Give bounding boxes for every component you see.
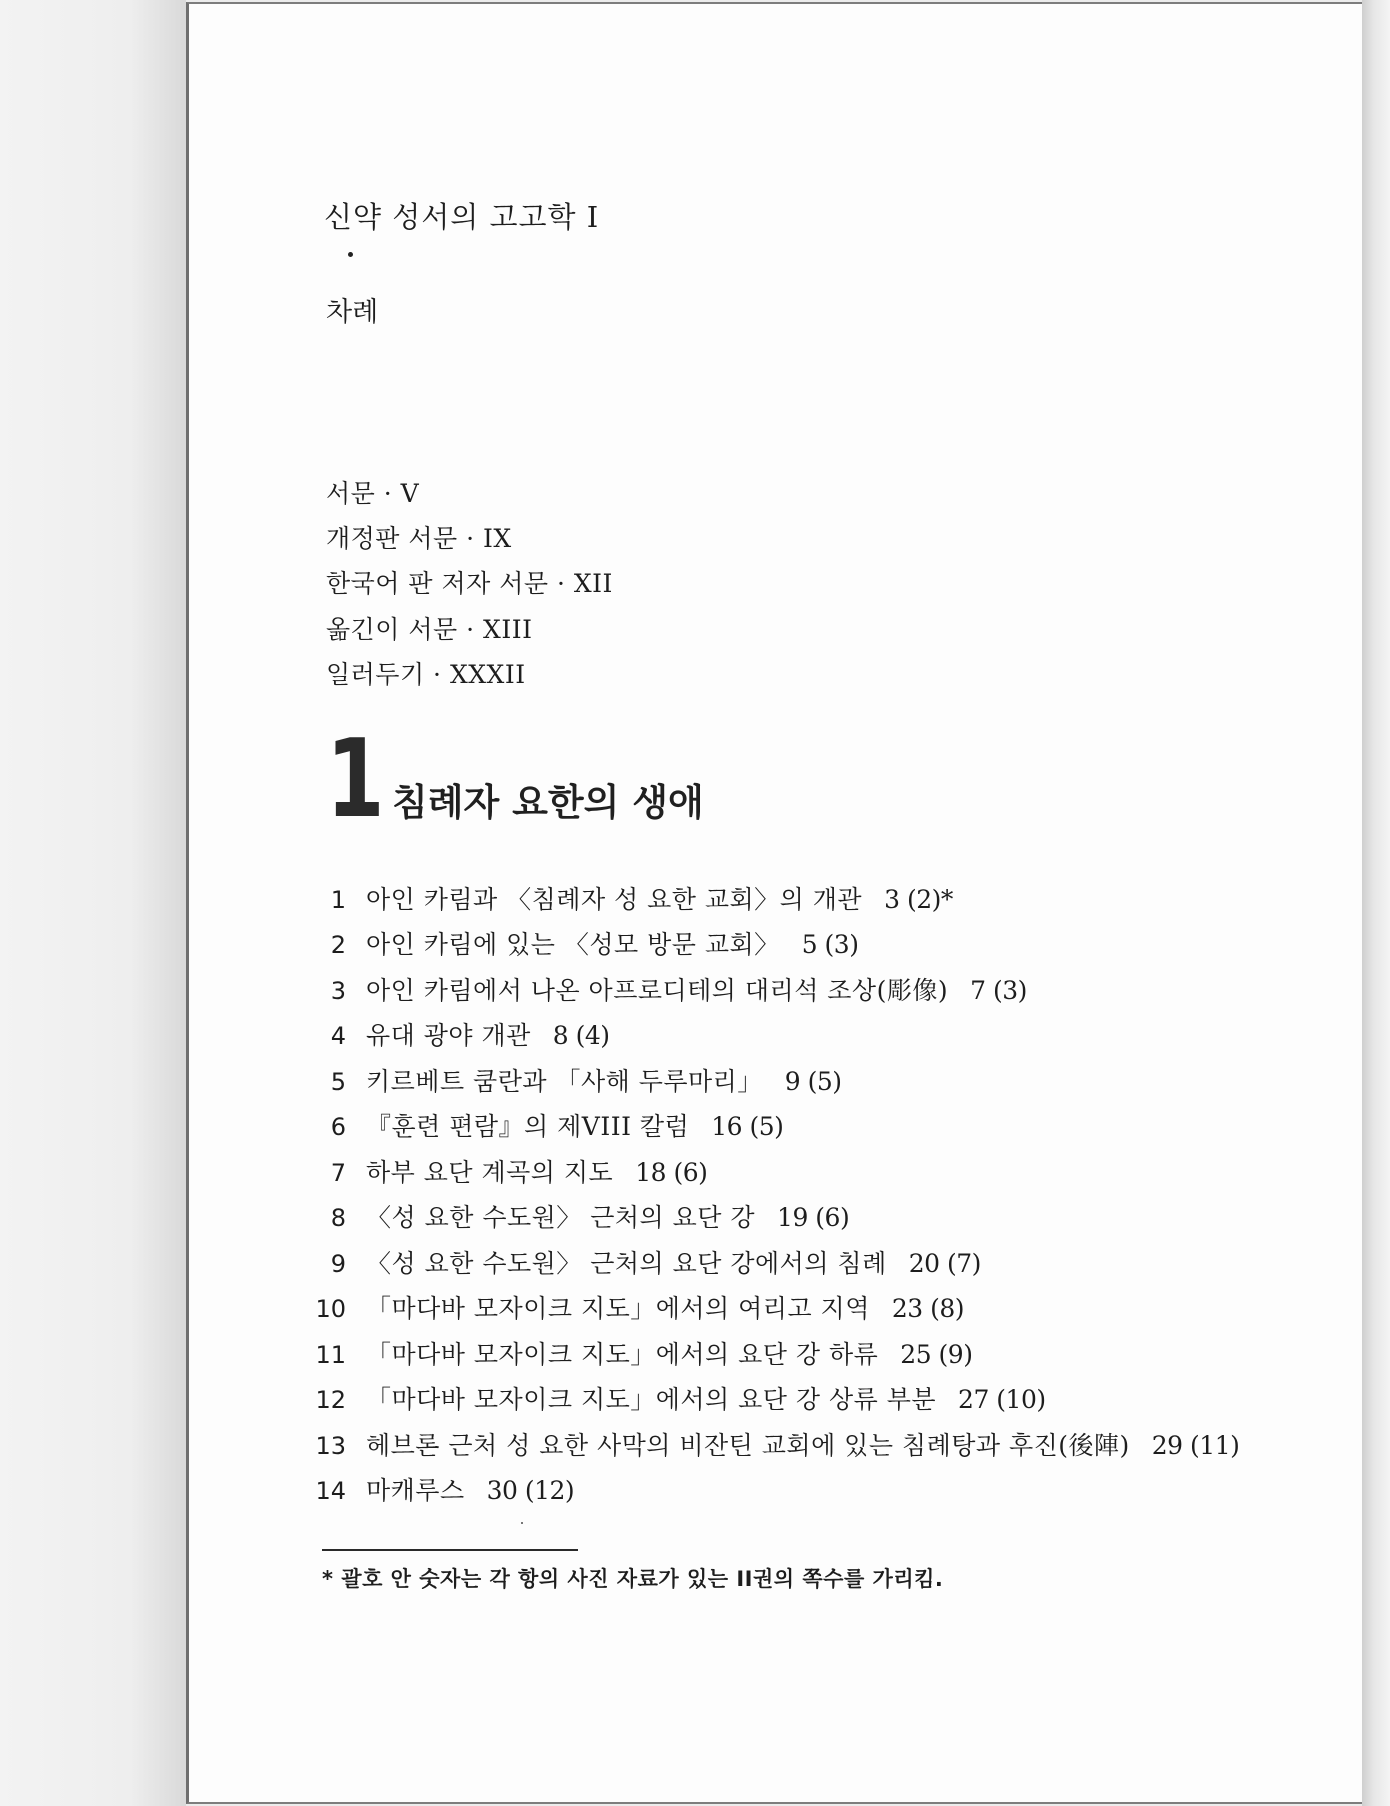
entry-page: 23 (8): [891, 1294, 965, 1323]
toc-entry: [312, 925, 858, 961]
entry-page: 19 (6): [777, 1203, 850, 1232]
entry-page: 7 (3): [970, 976, 1027, 1005]
chapter-number: 1: [326, 717, 385, 842]
entry-number: 5: [330, 1068, 346, 1096]
front-matter-item: 개정판 서문 · IX: [326, 524, 512, 553]
entry-number: 11: [315, 1341, 346, 1369]
title-bullet-dot: [348, 252, 353, 257]
chapter-title: 침례자 요한의 생애: [392, 781, 704, 824]
toc-entry: [312, 1198, 849, 1234]
entry-page: 16 (5): [711, 1112, 784, 1141]
scan-speck: [521, 1522, 523, 1524]
entry-title: 키르베트 쿰란과 「사해 두루마리」: [366, 1067, 763, 1096]
entry-page: 30 (12): [486, 1476, 575, 1505]
footnote-rule: [322, 1549, 578, 1551]
toc-entry: [312, 1426, 1239, 1462]
entry-title: 『훈련 편람』의 제VIII 칼럼: [366, 1112, 690, 1141]
toc-entry: [312, 1153, 707, 1189]
entry-title: 〈성 요한 수도원〉 근처의 요단 강에서의 침례: [366, 1249, 887, 1278]
entry-title: 마캐루스: [366, 1476, 465, 1505]
entry-number: 10: [315, 1295, 346, 1323]
entry-page: 9 (5): [784, 1067, 842, 1096]
entry-number: 9: [330, 1250, 346, 1278]
footnote: * 괄호 안 숫자는 각 항의 사진 자료가 있는 II권의 쪽수를 가리킴.: [322, 1567, 944, 1591]
toc-entry: [312, 1107, 783, 1143]
toc-entry: [312, 971, 1027, 1007]
front-matter-item: 옮긴이 서문 · XIII: [326, 615, 533, 644]
entry-title: 유대 광야 개관: [366, 1021, 531, 1050]
page-edge-shadow: [1362, 0, 1390, 1806]
toc-entry: [312, 1289, 964, 1325]
entry-number: 1: [330, 886, 346, 914]
entry-page: 8 (4): [552, 1021, 610, 1050]
entry-number: 12: [315, 1386, 346, 1414]
entry-title: 하부 요단 계곡의 지도: [366, 1158, 614, 1187]
entry-number: 13: [315, 1432, 346, 1460]
entry-page: 25 (9): [900, 1340, 973, 1369]
entry-title: 「마다바 모자이크 지도」에서의 요단 강 상류 부분: [366, 1385, 937, 1414]
entry-page: 5 (3): [801, 930, 859, 959]
entry-page: 27 (10): [958, 1385, 1046, 1414]
entry-title: 아인 카림에 있는 〈성모 방문 교회〉: [366, 930, 780, 959]
entry-number: 4: [330, 1022, 346, 1050]
entry-number: 2: [330, 931, 346, 959]
entry-number: 7: [330, 1159, 346, 1187]
front-matter-item: 한국어 판 저자 서문 · XII: [326, 569, 613, 598]
entry-number: 3: [330, 977, 346, 1005]
entry-number: 6: [330, 1113, 346, 1141]
toc-entry: [312, 1380, 1046, 1416]
entry-title: 「마다바 모자이크 지도」에서의 여리고 지역: [366, 1294, 870, 1323]
book-title: 신약 성서의 고고학 I: [324, 200, 600, 234]
toc-entry: [312, 1335, 972, 1371]
toc-entry: [312, 1016, 610, 1052]
toc-entry: [312, 880, 953, 916]
entry-page: 29 (11): [1151, 1431, 1240, 1460]
toc-heading: 차례: [326, 297, 379, 328]
entry-title: 헤브론 근처 성 요한 사막의 비잔틴 교회에 있는 침례탕과 후진(後陣): [366, 1431, 1130, 1460]
entry-title: 아인 카림에서 나온 아프로디테의 대리석 조상(彫像): [366, 976, 949, 1005]
entry-title: 아인 카림과 〈침례자 성 요한 교회〉의 개관: [366, 885, 863, 914]
entry-title: 〈성 요한 수도원〉 근처의 요단 강: [366, 1203, 756, 1232]
entry-number: 8: [330, 1204, 346, 1232]
entry-number: 14: [315, 1477, 346, 1505]
front-matter-item: 서문 · V: [326, 479, 420, 508]
entry-page: 18 (6): [635, 1158, 708, 1187]
toc-entry: [312, 1244, 981, 1280]
entry-page: 20 (7): [908, 1249, 981, 1278]
entry-title: 「마다바 모자이크 지도」에서의 요단 강 하류: [366, 1340, 879, 1369]
scan-left-margin: [0, 0, 186, 1806]
toc-entry: [312, 1471, 574, 1507]
front-matter-item: 일러두기 · XXXII: [326, 660, 526, 689]
toc-entry: [312, 1062, 842, 1098]
entry-page: 3 (2)*: [884, 885, 953, 914]
